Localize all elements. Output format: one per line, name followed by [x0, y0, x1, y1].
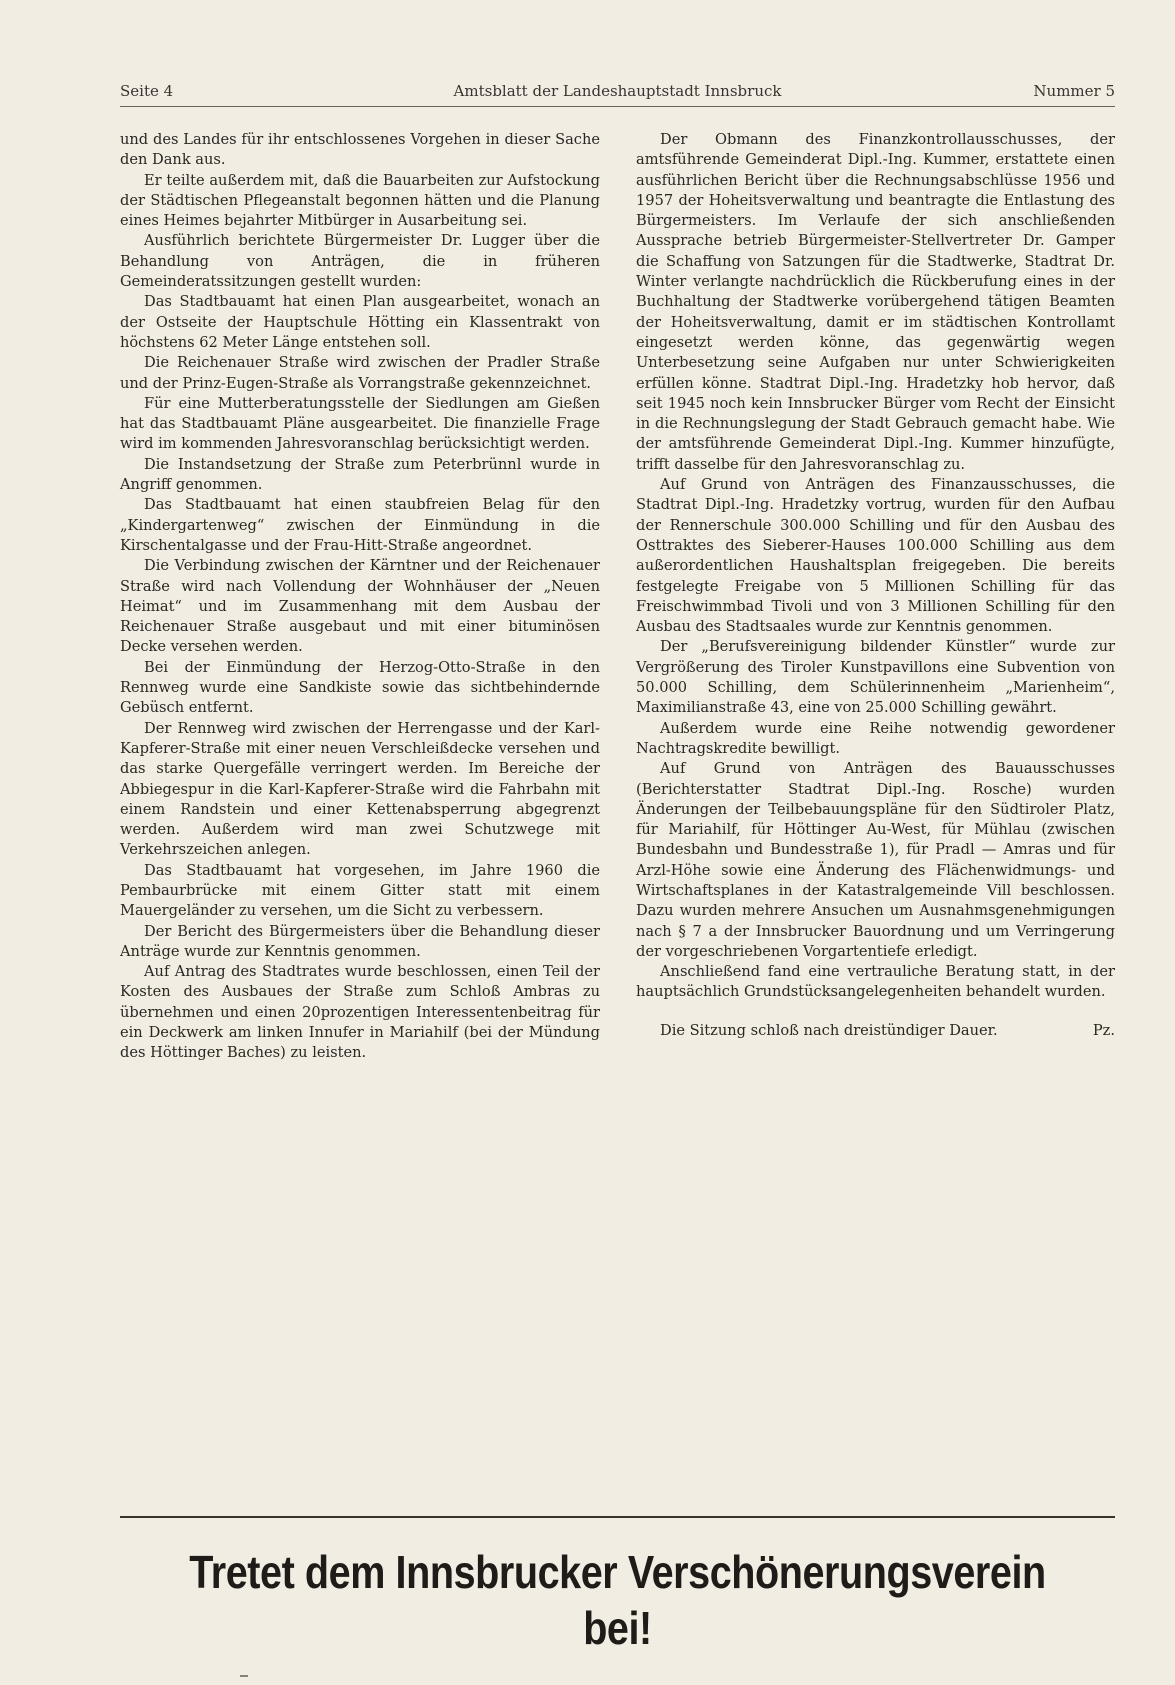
paragraph: Das Stadtbauamt hat einen staubfreien Belag für den „Kindergartenweg“ zwischen der Einmündung in die Kirschentalgasse und der Frau-Hitt-Straße angeordnet. — [120, 496, 600, 554]
paragraph: Er teilte außerdem mit, daß die Bauarbeiten zur Aufstockung der Städtischen Pflegeanstalt begonnen hätten und die Planung eines Heimes bejahrter Mitbürger in Ausarbeitung sei. — [120, 171, 600, 230]
paragraph: Auf Antrag des Stadtrates wurde beschlossen, einen Teil der Kosten des Ausbaues der Straße zum Schloß Ambras zu übernehmen und einen 20prozentigen Interessentenbeitrag für ein Deckwerk am linken Innufer in Mariahilf (bei der Mündung des Höttinger Baches) zu leisten. — [120, 963, 600, 1062]
slogan-divider — [120, 1516, 1115, 1518]
paragraph: Für eine Mutterberatungsstelle der Siedlungen am Gießen hat das Stadtbauamt Pläne ausgearbeitet. Die finanzielle Frage wird im kommenden Jahresvoranschlag berücksichtigt werden. — [120, 394, 600, 453]
paragraph: Der Bericht des Bürgermeisters über die Behandlung dieser Anträge wurde zur Kenntnis genommen. — [120, 922, 600, 960]
session-closing-line — [636, 1021, 1115, 1041]
publication-title: Amtsblatt der Landeshauptstadt Innsbruck — [453, 82, 782, 100]
left-column — [120, 130, 600, 1064]
paragraph: Außerdem wurde eine Reihe notwendig gewordener Nachtragskredite bewilligt. — [636, 719, 1115, 757]
paragraph: Der Obmann des Finanzkontrollausschusses, der amtsführende Gemeinderat Dipl.-Ing. Kummer, erstattete einen ausführlichen Bericht über die Rechnungsabschlüsse 1956 und 1957 der Hoheitsverwaltung und beantragte die Entlastung des Bürgermeisters. Im Verlaufe der sich anschließenden Aussprache betrieb Bürgermeister-Stellvertreter Dr. Gamper die Schaffung von Satzungen für die Stadtwerke, Stadtrat Dr. Winter verlangte nachdrücklich die Rückberufung eines in der Buchhaltung der Stadtwerke vorübergehend tätigen Beamten der Hoheitsverwaltung, damit er im städtischen Kontrollamt eingesetzt werden könne, das gegenwärtig wegen Unterbesetzung seine Aufgaben nur unter Schwierigkeiten erfüllen könne. Stadtrat Dipl.-Ing. Hradetzky hob hervor, daß seit 1945 noch kein Innsbrucker Bürger vom Recht der Einsicht in die Rechnungslegung der Stadt Gebrauch gemacht habe. Wie der amtsführende Gemeinderat Dipl.-Ing. Kummer hinzufügte, trifft dasselbe für den Jahresvoranschlag zu. — [636, 131, 1115, 473]
closing-text: Die Sitzung schloß nach dreistündiger Dauer. — [660, 1021, 998, 1039]
author-initials: Pz. — [1092, 1021, 1115, 1039]
issue-number: Nummer 5 — [1033, 82, 1115, 100]
page-number: Seite 4 — [120, 82, 174, 100]
paragraph: Anschließend fand eine vertrauliche Beratung statt, in der hauptsächlich Grundstücksangelegenheiten behandelt wurden. — [636, 963, 1115, 1001]
paragraph: Auf Grund von Anträgen des Finanzausschusses, die Stadtrat Dipl.-Ing. Hradetzky vortrug, wurden für den Aufbau der Rennerschule 300.000 Schilling und für den Ausbau des Osttraktes des Sieberer-Hauses 100.000 Schilling aus dem außerordentlichen Haushaltsplan freigegeben. Die bereits festgelegte Freigabe von 5 Millionen Schilling für das Freischwimmbad Tivoli und von 3 Millionen Schilling für den Ausbau des Stadtsaales wurde zur Kenntnis genommen. — [636, 476, 1115, 636]
right-column — [636, 130, 1115, 1041]
paragraph: und des Landes für ihr entschlossenes Vorgehen in dieser Sache den Dank aus. — [120, 131, 600, 169]
header-divider — [120, 106, 1115, 107]
paragraph: Die Instandsetzung der Straße zum Peterbrünnl wurde in Angriff genommen. — [120, 455, 600, 494]
paragraph: Die Verbindung zwischen der Kärntner und der Reichenauer Straße wird nach Vollendung der Wohnhäuser der „Neuen Heimat“ und im Zusammenhang mit dem Ausbau der Reichenauer Straße ausgebaut und mit einer bituminösen Decke versehen werden. — [120, 557, 600, 656]
paragraph: Auf Grund von Anträgen des Bauausschusses (Berichterstatter Stadtrat Dipl.-Ing. Rosche) wurden Änderungen der Teilbebauungspläne für den Südtiroler Platz, für Mariahilf, für Höttinger Au-West, für Mühlau (zwischen Bundesbahn und Bundesstraße 1), für Pradl — Amras und für Arzl-Höhe sowie eine Änderung des Flächenwidmungs- und Wirtschaftsplanes in der Katastralgemeinde Vill beschlossen. Dazu wurden mehrere Ansuchen um Ausnahmsgenehmigungen nach § 7 a der Innsbrucker Bauordnung und um Verringerung der vorgeschriebenen Vorgartentiefe erledigt. — [636, 760, 1115, 960]
paragraph: Der Rennweg wird zwischen der Herrengasse und der Karl-Kapferer-Straße mit einer neuen Verschleißdecke versehen und das starke Quergefälle verringert werden. Im Bereiche der Abbiegespur in die Karl-Kapferer-Straße wird die Fahrbahn mit einem Randstein und einer Kettenabsperrung abgegrenzt werden. Außerdem wird man zwei Schutzwege mit Verkehrszeichen anlegen. — [120, 719, 600, 859]
paragraph: Bei der Einmündung der Herzog-Otto-Straße in den Rennweg wurde eine Sandkiste sowie das sichtbehindernde Gebüsch entfernt. — [120, 658, 600, 717]
paragraph: Das Stadtbauamt hat einen Plan ausgearbeitet, wonach an der Ostseite der Hauptschule Hötting ein Klassentrakt von höchstens 62 Meter Länge entstehen soll. — [120, 293, 600, 351]
paragraph: Der „Berufsvereinigung bildender Künstler“ wurde zur Vergrößerung des Tiroler Kunstpavillons eine Subvention von 50.000 Schilling, dem Schülerinnenheim „Marienheim“, Maximilianstraße 43, eine von 25.000 Schilling gewährt. — [636, 638, 1115, 717]
paragraph: Das Stadtbauamt hat vorgesehen, im Jahre 1960 die Pembaurbrücke mit einem Gitter statt mit einem Mauergeländer zu versehen, um die Sicht zu verbessern. — [120, 861, 600, 920]
paragraph: Ausführlich berichtete Bürgermeister Dr. Lugger über die Behandlung von Anträgen, die in früheren Gemeinderatssitzungen gestellt wurden: — [120, 232, 600, 291]
slogan-banner: Tretet dem Innsbrucker Verschönerungsverein bei! — [189, 1546, 1046, 1654]
page-header — [120, 82, 1115, 104]
paragraph: Die Reichenauer Straße wird zwischen der Pradler Straße und der Prinz-Eugen-Straße als Vorrangstraße gekennzeichnet. — [120, 354, 600, 392]
scan-speck — [240, 1675, 248, 1677]
